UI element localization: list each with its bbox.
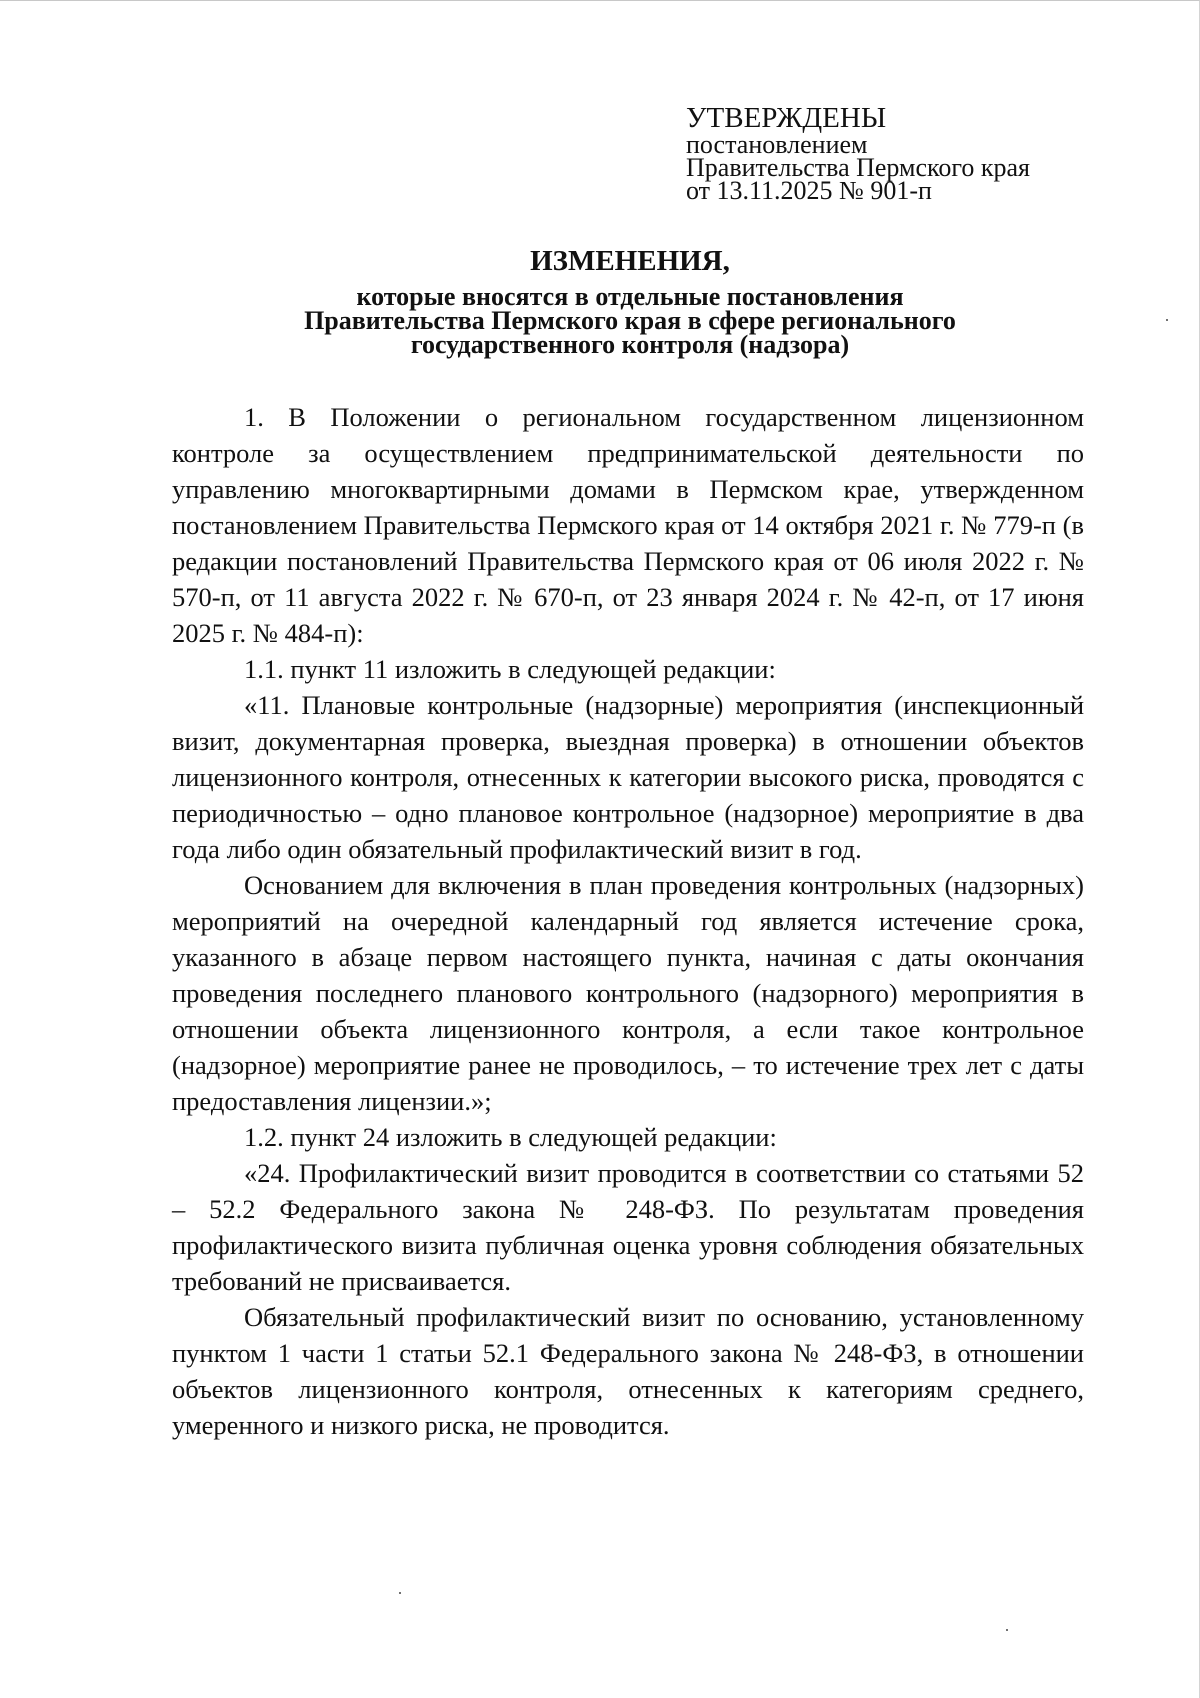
scan-speck [399, 1592, 401, 1594]
document-title: ИЗМЕНЕНИЯ, [530, 245, 730, 277]
subtitle-line-2: Правительства Пермского края в сфере регионального [304, 306, 956, 335]
paragraph-4: Основанием для включения в план проведения контрольных (надзорных) мероприятий на очередной календарный год является истечение срока, указанного в абзаце первом настоящего пункта, начиная с даты окончания проведения последнего планового контрольного (надзорного) мероприятия в отношении объекта лицензионного контроля, а если такое контрольное (надзорное) мероприятие ранее не проводилось, – то истечение трех лет с даты предоставления лицензии.»; [172, 870, 1084, 1116]
paragraph-6: «24. Профилактический визит проводится в соответствии со статьями 52 – 52.2 Федерального закона № 248-ФЗ. По результатам проведения профилактического визита публичная оценка уровня соблюдения обязательных требований не присваивается. [172, 1158, 1084, 1296]
approval-line-1: постановлением [686, 130, 868, 159]
subtitle-line-1: которые вносятся в отдельные постановления [356, 282, 904, 311]
paragraph-3: «11. Плановые контрольные (надзорные) мероприятия (инспекционный визит, документарная проверка, выездная проверка) в отношении объектов лицензионного контроля, отнесенных к категории высокого риска, проводятся с периодичностью – одно плановое контрольное (надзорное) мероприятие в два года либо один обязательный профилактический визит в год. [172, 690, 1084, 864]
approval-stamp [686, 102, 1126, 205]
scan-speck [1166, 319, 1168, 321]
document-body [172, 399, 1084, 1443]
paragraph-2: 1.1. пункт 11 изложить в следующей редакции: [244, 654, 776, 684]
paragraph-5: 1.2. пункт 24 изложить в следующей редакции: [244, 1122, 777, 1152]
approval-line-2: Правительства Пермского края [686, 153, 1030, 182]
subtitle-line-3: государственного контроля (надзора) [410, 330, 850, 359]
approval-line-3: от 13.11.2025 № 901-п [686, 176, 932, 205]
scan-speck [1006, 1629, 1008, 1631]
paragraph-7: Обязательный профилактический визит по основанию, установленному пунктом 1 части 1 статьи 52.1 Федерального закона № 248-ФЗ, в отношении объектов лицензионного контроля, отнесенных к категориям среднего, умеренного и низкого риска, не проводится. [172, 1302, 1084, 1440]
document-subtitle [170, 282, 1090, 359]
paragraph-1: 1. В Положении о региональном государственном лицензионном контроле за осуществлением предпринимательской деятельности по управлению многоквартирными домами в Пермском крае, утвержденном постановлением Правительства Пермского края от 14 октября 2021 г. № 779-п (в редакции постановлений Правительства Пермского края от 06 июля 2022 г. № 570-п, от 11 августа 2022 г. № 670-п, от 23 января 2024 г. № 42-п, от 17 июня 2025 г. № 484-п): [172, 402, 1084, 648]
approval-heading: УТВЕРЖДЕНЫ [686, 102, 887, 134]
